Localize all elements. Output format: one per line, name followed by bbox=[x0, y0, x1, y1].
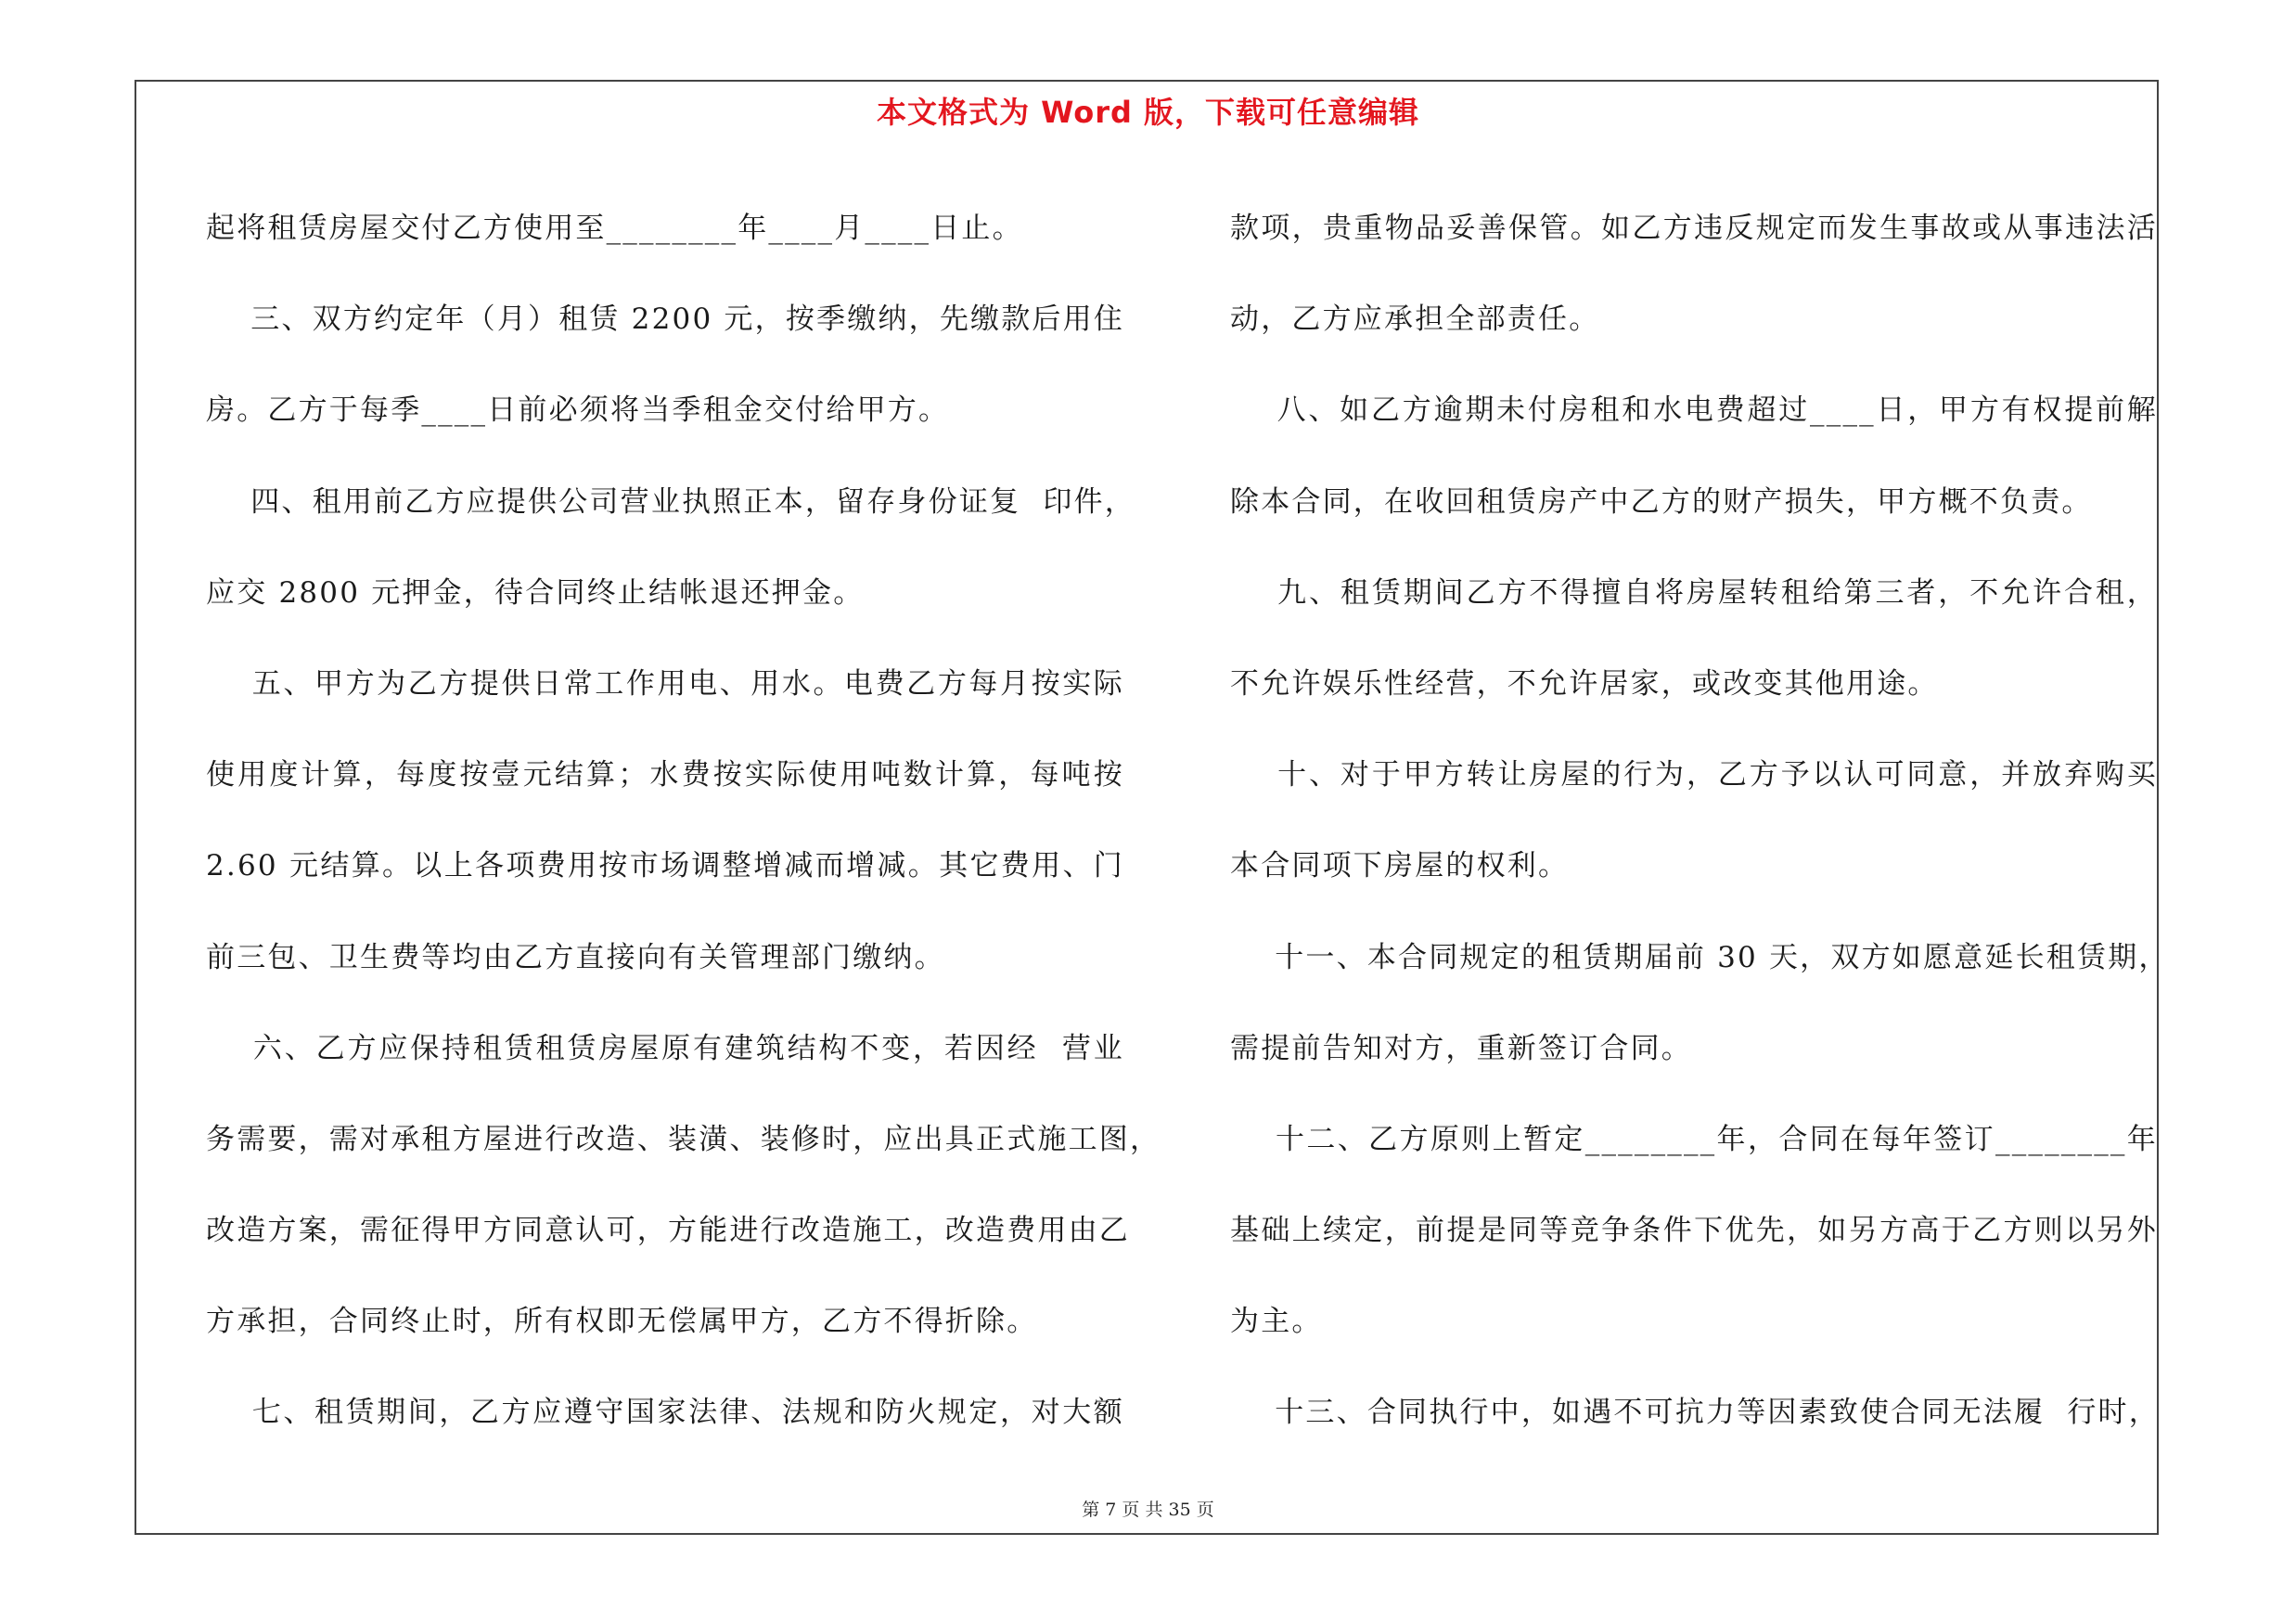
left-column bbox=[206, 183, 1161, 1459]
left-line-7: 使用度计算，每度按壹元结算；水费按实际使用吨数计算，每吨按 bbox=[206, 758, 1124, 792]
right-line-10: 需提前告知对方，重新签订合同。 bbox=[1230, 1031, 1692, 1065]
left-line-1: 起将租赁房屋交付乙方使用至________年____月____日止。 bbox=[206, 212, 1023, 245]
right-line-12: 基础上续定，前提是同等竞争条件下优先，如另方高于乙方则以另外 bbox=[1230, 1214, 2158, 1248]
right-line-7: 十、对于甲方转让房屋的行为，乙方予以认可同意，并放弃购买 bbox=[1230, 758, 2158, 792]
right-line-8: 本合同项下房屋的权利。 bbox=[1230, 849, 1570, 883]
left-line-6: 五、甲方为乙方提供日常工作用电、用水。电费乙方每月按实际 bbox=[206, 666, 1124, 701]
left-line-10: 六、乙方应保持租赁租赁房屋原有建筑结构不变，若因经 营业 bbox=[206, 1031, 1124, 1065]
left-line-8: 2.60 元结算。以上各项费用按市场调整增减而增减。其它费用、门 bbox=[206, 849, 1124, 883]
right-line-5: 九、租赁期间乙方不得擅自将房屋转租给第三者，不允许合租， bbox=[1230, 575, 2158, 610]
header-banner: 本文格式为 Word 版，下载可任意编辑 bbox=[876, 95, 1420, 130]
left-line-2: 三、双方约定年（月）租赁 2200 元，按季缴纳，先缴款后用住 bbox=[206, 303, 1125, 337]
right-column bbox=[1230, 183, 2170, 1459]
left-line-5: 应交 2800 元押金，待合同终止结帐退还押金。 bbox=[206, 575, 865, 610]
page-number: 第 7 页 共 35 页 bbox=[1082, 1500, 1214, 1520]
right-line-4: 除本合同，在收回租赁房产中乙方的财产损失，甲方概不负责。 bbox=[1230, 484, 2093, 519]
right-line-6: 不允许娱乐性经营，不允许居家，或改变其他用途。 bbox=[1230, 666, 1939, 701]
right-line-2: 动，乙方应承担全部责任。 bbox=[1230, 303, 1600, 337]
left-line-4: 四、租用前乙方应提供公司营业执照正本，留存身份证复 印件， bbox=[206, 484, 1135, 519]
left-line-11: 务需要，需对承租方屋进行改造、装潢、装修时，应出具正式施工图， bbox=[206, 1122, 1161, 1156]
right-line-1: 款项，贵重物品妥善保管。如乙方违反规定而发生事故或从事违法活 bbox=[1230, 212, 2158, 245]
right-line-13: 为主。 bbox=[1230, 1305, 1323, 1339]
left-line-12: 改造方案，需征得甲方同意认可，方能进行改造施工，改造费用由乙 bbox=[206, 1214, 1130, 1248]
right-line-3: 八、如乙方逾期未付房租和水电费超过____日，甲方有权提前解 bbox=[1230, 393, 2158, 428]
right-line-14: 十三、合同执行中，如遇不可抗力等因素致使合同无法履 行时， bbox=[1230, 1396, 2160, 1430]
left-line-3: 房。乙方于每季____日前必须将当季租金交付给甲方。 bbox=[206, 393, 950, 428]
left-line-14: 七、租赁期间，乙方应遵守国家法律、法规和防火规定，对大额 bbox=[206, 1396, 1124, 1430]
left-line-9: 前三包、卫生费等均由乙方直接向有关管理部门缴纳。 bbox=[206, 940, 945, 974]
right-line-11: 十二、乙方原则上暂定________年，合同在每年签订________年 bbox=[1230, 1122, 2158, 1156]
left-line-13: 方承担，合同终止时，所有权即无偿属甲方，乙方不得折除。 bbox=[206, 1305, 1038, 1339]
right-line-9: 十一、本合同规定的租赁期届前 30 天，双方如愿意延长租赁期， bbox=[1230, 940, 2170, 974]
